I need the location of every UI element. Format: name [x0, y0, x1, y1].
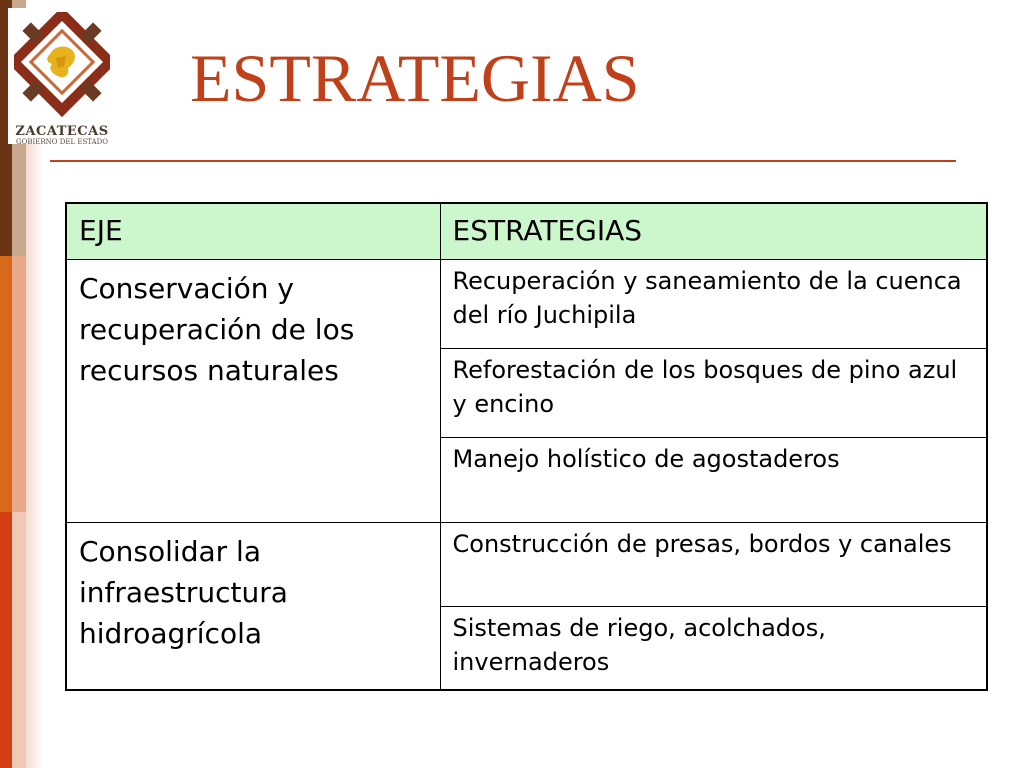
logo-subtitle: GOBIERNO DEL ESTADO: [16, 138, 108, 146]
header-estrategias: ESTRATEGIAS: [440, 203, 987, 259]
decor-stripe-fade: [26, 140, 44, 768]
page-title: ESTRATEGIAS: [190, 40, 640, 116]
decor-stripe-orange: [0, 256, 12, 512]
decor-stripe-orange-light: [12, 256, 26, 512]
zacatecas-emblem-icon: [14, 12, 110, 120]
table-header-row: [66, 203, 987, 259]
table-row: [66, 259, 987, 348]
title-divider: [50, 160, 956, 162]
decor-stripe-red: [0, 512, 12, 768]
strategy-cell: Construcción de presas, bordos y canales: [440, 522, 987, 606]
logo-name: ZACATECAS: [15, 124, 109, 139]
strategy-cell: Reforestación de los bosques de pino azul y encino: [440, 348, 987, 437]
header-eje: EJE: [66, 203, 440, 259]
zacatecas-logo: [8, 8, 116, 144]
eje-cell: Conservación y recuperación de los recursos naturales: [66, 259, 440, 522]
eje-cell: Consolidar la infraestructura hidroagrícola: [66, 522, 440, 690]
strategies-table: [65, 202, 988, 691]
strategy-cell: Recuperación y saneamiento de la cuenca del río Juchipila: [440, 259, 987, 348]
strategy-cell: Manejo holístico de agostaderos: [440, 437, 987, 522]
decor-stripe-red-light: [12, 512, 26, 768]
table-row: [66, 522, 987, 606]
strategy-cell: Sistemas de riego, acolchados, invernaderos: [440, 606, 987, 690]
